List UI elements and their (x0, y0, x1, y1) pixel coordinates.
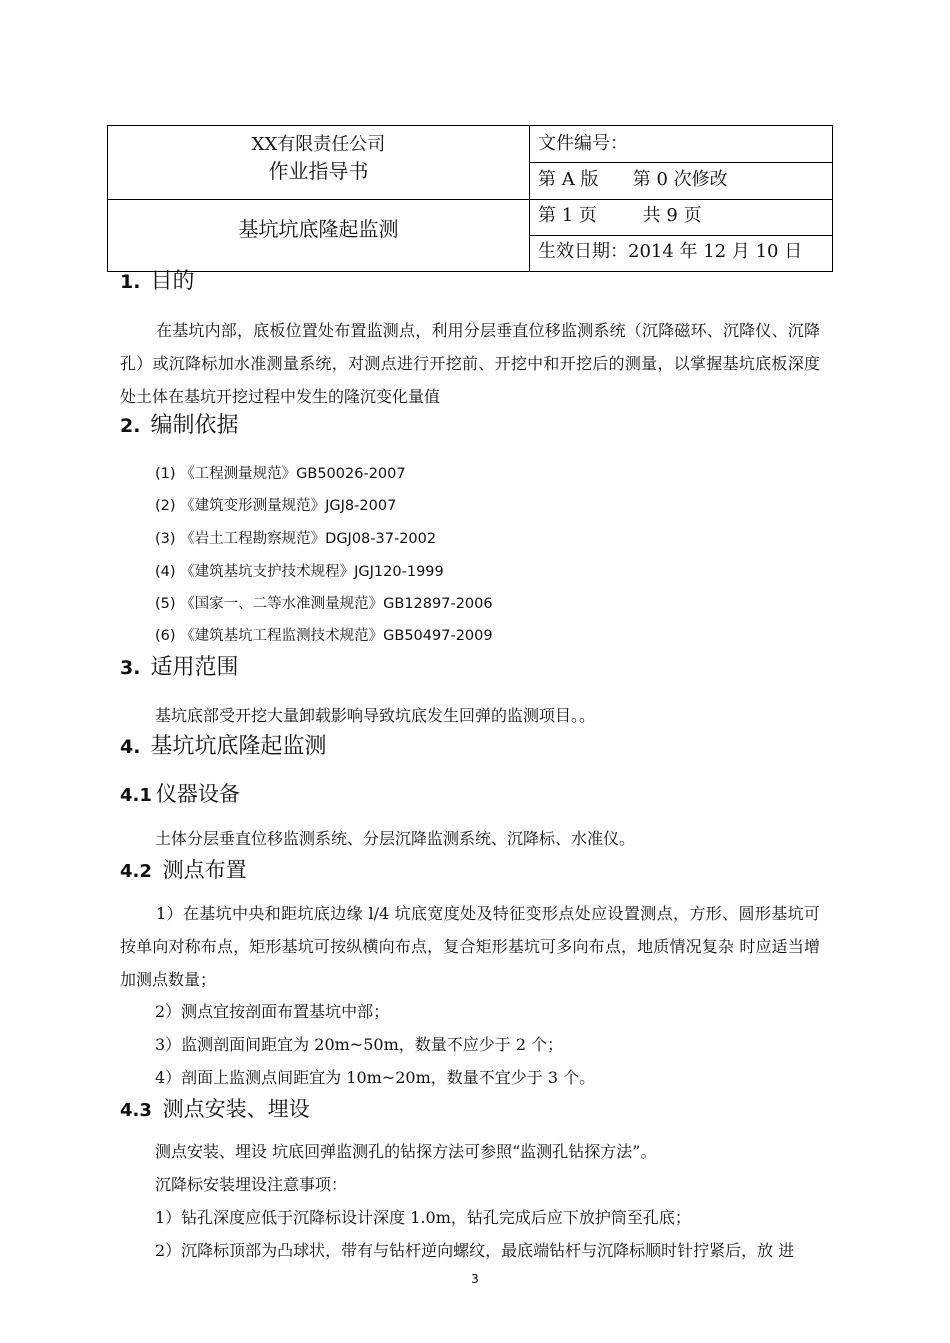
reference-item: (4) 《建筑基坑支护技术规程》JGJ120-1999 (155, 564, 444, 580)
section-heading: 3. 适用范围 (120, 655, 239, 680)
section-paragraph: 土体分层垂直位移监测系统、分层沉降监测系统、沉降标、水准仪。 (155, 829, 636, 848)
table-divider (529, 162, 832, 163)
document-type: 作业指导书 (268, 159, 369, 183)
table-divider (529, 199, 832, 200)
reference-item: (3) 《岩土工程勘察规范》DGJ08-37-2002 (155, 531, 437, 547)
reference-item: (6) 《建筑基坑工程监测技术规范》GB50497-2009 (155, 628, 493, 644)
list-item: 1）在基坑中央和距坑底边缘 l/4 坑底宽度处及特征变形点处应设置测点，方形、圆形基坑可按单向对称布点，矩形基坑可按纵横向布点，复合矩形基坑可多向布点，地质情况复杂 时应适当增加测点数量； (120, 904, 820, 989)
table-divider (529, 235, 832, 236)
section-heading: 1. 目的 (120, 269, 195, 294)
header-table (107, 125, 833, 272)
section-paragraph: 在基坑内部，底板位置处布置监测点，利用分层垂直位移监测系统（沉降磁环、沉降仪、沉降孔）或沉降标加水准测量系统，对测点进行开挖前、开挖中和开挖后的测量，以掌握基坑底板深度处土体在基坑开挖过程中发生的隆沉变化量值 (120, 321, 820, 406)
page-number: 3 (471, 1272, 479, 1286)
table-divider (108, 199, 529, 200)
section-heading: 2. 编制依据 (120, 413, 239, 438)
list-item: 1）钻孔深度应低于沉降标设计深度 1.0m，钻孔完成后应下放护筒至孔底； (155, 1208, 691, 1227)
section-paragraph: 基坑底部受开挖大量卸载影响导致坑底发生回弹的监测项目。。 (155, 706, 596, 725)
file-number: 文件编号： (538, 133, 628, 154)
document-subject: 基坑坑底隆起监测 (238, 217, 399, 241)
subsection-heading: 4.1 仪器设备 (120, 782, 240, 806)
reference-item: (1) 《工程测量规范》GB50026-2007 (155, 466, 406, 482)
effective-date: 生效日期：2014 年 12 月 10 日 (538, 241, 803, 262)
list-item: 2）沉降标顶部为凸球状，带有与钻杆逆向螺纹，最底端钻杆与沉降标顺时针拧紧后，放 进 (155, 1241, 795, 1260)
list-item: 3）监测剖面间距宜为 20m~50m，数量不应少于 2 个； (155, 1035, 564, 1054)
section-heading: 4. 基坑坑底隆起监测 (120, 734, 327, 759)
subsection-heading: 4.2 测点布置 (120, 858, 247, 882)
subsection-heading: 4.3 测点安装、埋设 (120, 1097, 310, 1121)
page-info: 第 1 页 共 9 页 (538, 205, 702, 226)
list-item: 2）测点宜按剖面布置基坑中部； (155, 1002, 390, 1021)
section-paragraph: 测点安装、埋设 坑底回弹监测孔的钻探方法可参照“监测孔钻探方法”。 (155, 1142, 657, 1161)
section-paragraph: 沉降标安装埋设注意事项： (155, 1175, 348, 1194)
version-info: 第 A 版 第 0 次修改 (538, 169, 728, 190)
reference-item: (2) 《建筑变形测量规范》JGJ8-2007 (155, 498, 397, 514)
company-name: XX有限责任公司 (251, 134, 386, 155)
reference-item: (5) 《国家一、二等水准测量规范》GB12897-2006 (155, 596, 493, 612)
list-item: 4）剖面上监测点间距宜为 10m~20m，数量不宜少于 3 个。 (155, 1068, 596, 1087)
